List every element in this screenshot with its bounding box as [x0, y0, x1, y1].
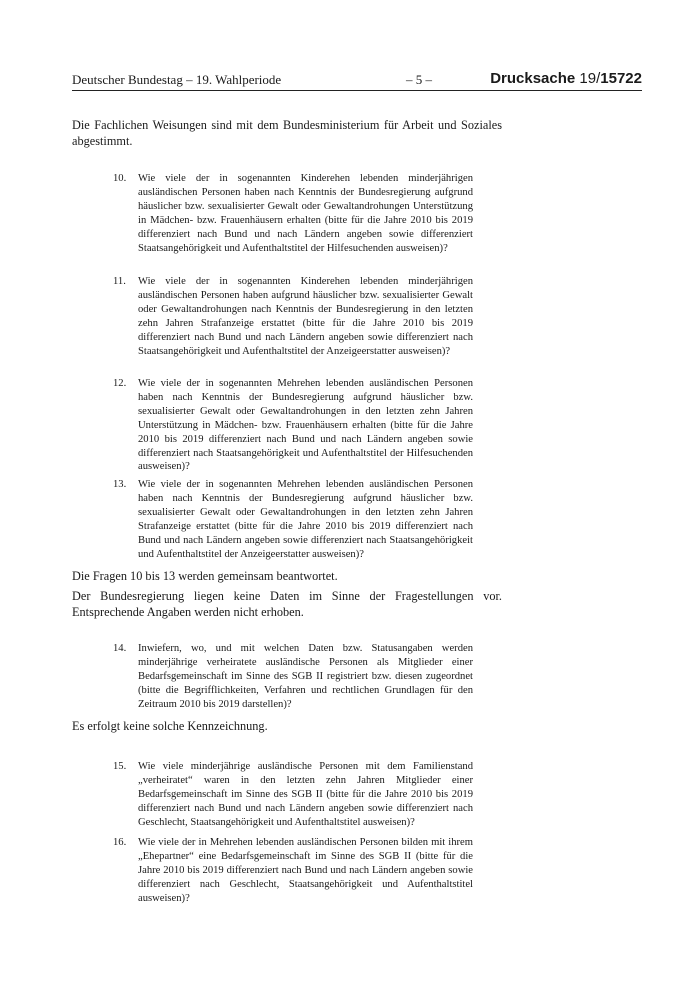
header-doc-label: Drucksache: [490, 70, 576, 87]
question-number: 12.: [113, 378, 127, 389]
question-number: 10.: [113, 173, 127, 184]
intro-paragraph: Die Fachlichen Weisungen sind mit dem Bundesministerium für Arbeit und Soziales abgestimmt.: [72, 118, 502, 148]
question-12: [113, 377, 473, 474]
question-15: [113, 760, 473, 830]
question-text: Wie viele der in sogenannten Kinderehen lebenden minderjährigen ausländischen Personen haben nach Kenntnis der Bundesregierung aufgrund häuslicher bzw. sexualisierter Gewalt oder Gewaltandrohungen Unterstützung in Mädchen- bzw. Frauenhäusern erhalten (bitte für die Jahre 2010 bis 2019 differenziert nach Bund und nach Ländern angeben sowie differenziert Staatsangehörigkeit und Aufenthaltstitel der Hilfesuchenden ausweisen)?: [138, 173, 473, 254]
question-text: Wie viele der in Mehrehen lebenden ausländischen Personen bilden mit ihrem „Ehepartner“ eine Bedarfsgemeinschaft im Sinne des SGB II (bitte für die Jahre 2010 bis 2019 differenziert nach Bund und nach Ländern angeben sowie differenziert nach Geschlecht, Staatsangehörigkeit und Aufenthaltstitel ausweisen)?: [138, 837, 473, 904]
page-header: [72, 70, 642, 91]
question-number: 14.: [113, 643, 127, 654]
header-parliament: Deutscher Bundestag – 19. Wahlperiode: [72, 72, 282, 87]
question-number: 16.: [113, 837, 127, 848]
answer-14: Es erfolgt keine solche Kennzeichnung.: [72, 719, 268, 733]
question-number: 13.: [113, 479, 127, 490]
question-number: 11.: [113, 276, 126, 287]
question-14: [113, 642, 473, 712]
question-16: [113, 836, 473, 906]
header-document-number: [490, 70, 642, 87]
header-page-number: – 5 –: [406, 72, 432, 87]
question-11: [113, 275, 473, 358]
question-text: Wie viele der in sogenannten Kinderehen lebenden minderjährigen ausländischen Personen haben aufgrund häuslicher bzw. sexualisierter Gewalt oder Gewaltandrohungen nach Kenntnis der Bundesregierung in den letzten zehn Jahren Strafanzeige erstattet (bitte für die Jahre 2010 bis 2019 differenziert nach Bund und nach Ländern angeben sowie differenziert nach Staatsangehörigkeit und Aufenthaltstitel der Anzeigeerstatter ausweisen)?: [138, 276, 473, 357]
question-text: Inwiefern, wo, und mit welchen Daten bzw. Statusangaben werden minderjährige verheiratete ausländische Personen als Mitglieder einer Bedarfsgemeinschaft im Sinne des SGB II registriert bzw. diesen zugeordnet (bitte die Begrifflichkeiten, Verfahren und rechtlichen Grundlagen für den Zeitraum 2010 bis 2019 darstellen)?: [138, 643, 473, 710]
question-text: Wie viele der in sogenannten Mehrehen lebenden ausländischen Personen haben nach Kenntnis der Bundesregierung aufgrund häuslicher bzw. sexualisierter Gewalt oder Gewaltandrohungen in den letzten zehn Jahren Strafanzeige erstattet (bitte für die Jahre 2010 bis 2019 differenziert nach Bund und nach Ländern angeben sowie differenziert nach Staatsangehörigkeit und Aufenthaltstitel der Anzeigeerstatter ausweisen)?: [138, 479, 473, 560]
answer-10-13-intro: Die Fragen 10 bis 13 werden gemeinsam beantwortet.: [72, 569, 338, 583]
question-number: 15.: [113, 761, 127, 772]
header-doc-prefix: 19/: [579, 70, 601, 87]
question-text: Wie viele der in sogenannten Mehrehen lebenden ausländischen Personen haben nach Kenntnis der Bundesregierung aufgrund häuslicher bzw. sexualisierter Gewalt oder Gewaltandrohungen in den letzten zehn Jahren Unterstützung in Mädchen- bzw. Frauenhäusern erhalten (bitte für die Jahre 2010 bis 2019 differenziert nach Bund und nach Ländern angeben sowie differenziert nach Staatsangehörigkeit und Aufenthaltstitel der Hilfesuchenden ausweisen)?: [138, 378, 473, 473]
answer-10-13: Der Bundesregierung liegen keine Daten im Sinne der Fragestellungen vor. Entsprechende Angaben werden nicht erhoben.: [72, 589, 502, 619]
question-10: [113, 172, 473, 255]
question-13: [113, 478, 473, 561]
question-text: Wie viele minderjährige ausländische Personen mit dem Familienstand „verheiratet“ waren in den letzten zehn Jahren Mitglieder einer Bedarfsgemeinschaft im Sinne des SGB II (bitte für die Jahre 2010 bis 2019 differenziert nach Bund und nach Ländern angeben sowie differenziert nach Geschlecht, Staatsangehörigkeit und Aufenthaltstitel ausweisen)?: [138, 761, 473, 828]
header-doc-num: 15722: [600, 70, 642, 87]
